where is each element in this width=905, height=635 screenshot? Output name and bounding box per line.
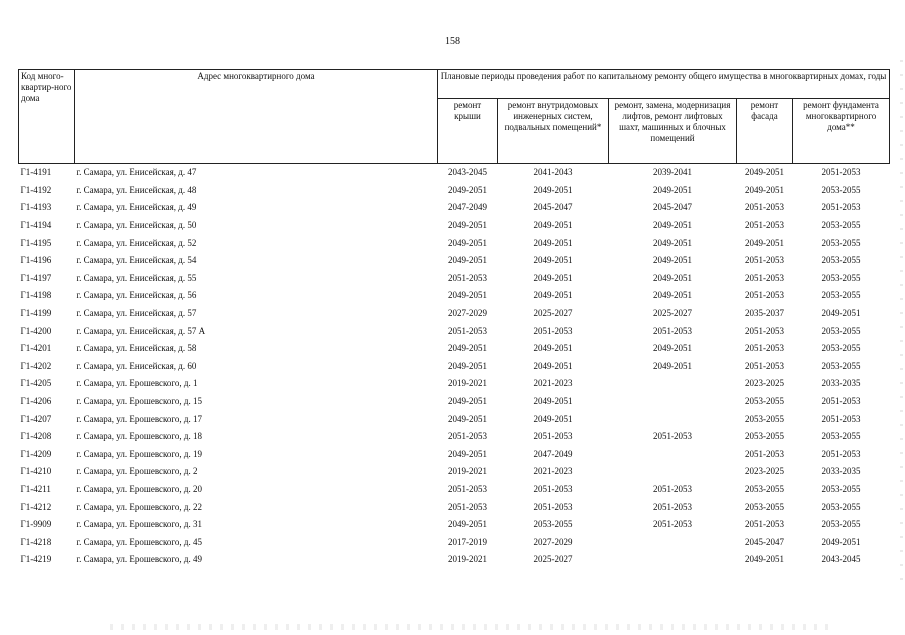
cell-facade: 2049-2051 [745,184,784,195]
header-foundation: ремонт фундамента многоквартирного дома** [793,99,890,164]
cell-address: г. Самара, ул. Ерошевского, д. 49 [76,554,202,565]
cell-address: г. Самара, ул. Ерошевского, д. 22 [76,501,202,512]
cell-systems: 2041-2043 [533,167,573,178]
cell-systems: 2053-2055 [533,519,573,530]
cell-address: г. Самара, ул. Енисейская, д. 55 [76,272,197,283]
cell-lifts [609,410,737,428]
cell-lifts: 2049-2051 [653,272,692,283]
cell-facade: 2053-2055 [745,483,784,494]
table-row [19,164,890,182]
cell-lifts [609,463,737,481]
cell-address: г. Самара, ул. Енисейская, д. 52 [76,237,197,248]
cell-code: Г1-4201 [20,343,52,354]
cell-address: г. Самара, ул. Енисейская, д. 57 [76,308,197,319]
cell-roof: 2049-2051 [448,255,487,266]
table-body [19,164,890,569]
table-row [19,358,890,376]
cell-facade: 2049-2051 [745,554,784,565]
cell-systems: 2049-2051 [533,343,573,354]
header-facade: ремонт фасада [737,99,793,164]
table-row [19,516,890,534]
cell-roof: 2049-2051 [448,519,487,530]
cell-roof: 2017-2019 [448,536,487,547]
cell-foundation: 2053-2055 [821,290,861,301]
cell-address: г. Самара, ул. Ерошевского, д. 19 [76,448,202,459]
cell-foundation: 2053-2055 [821,184,861,195]
table-row [19,252,890,270]
table-row [19,498,890,516]
table-row [19,463,890,481]
cell-roof: 2047-2049 [448,202,487,213]
cell-lifts: 2049-2051 [653,343,692,354]
cell-lifts [609,446,737,464]
table-row [19,533,890,551]
cell-systems: 2049-2051 [533,237,573,248]
cell-roof: 2051-2053 [448,325,487,336]
cell-code: Г1-4205 [20,378,52,389]
cell-code: Г1-4200 [20,325,52,336]
cell-facade: 2023-2025 [745,466,784,477]
cell-roof: 2051-2053 [448,272,487,283]
cell-address: г. Самара, ул. Ерошевского, д. 18 [76,431,202,442]
cell-address: г. Самара, ул. Енисейская, д. 47 [76,167,197,178]
table-header [19,70,890,164]
cell-facade: 2051-2053 [745,448,784,459]
header-address: Адрес многоквартирного дома [75,70,438,164]
cell-facade: 2049-2051 [745,237,784,248]
cell-foundation: 2051-2053 [821,448,861,459]
cell-foundation: 2049-2051 [821,308,861,319]
cell-address: г. Самара, ул. Ерошевского, д. 20 [76,483,202,494]
cell-foundation: 2051-2053 [821,413,861,424]
cell-facade: 2051-2053 [745,220,784,231]
cell-address: г. Самара, ул. Ерошевского, д. 17 [76,413,202,424]
cell-systems: 2027-2029 [533,536,573,547]
cell-foundation: 2053-2055 [821,431,861,442]
cell-address: г. Самара, ул. Енисейская, д. 57 А [76,325,206,336]
cell-lifts [609,551,737,569]
cell-lifts: 2045-2047 [653,202,692,213]
cell-foundation: 2051-2053 [821,202,861,213]
header-periods: Плановые периоды проведения работ по капитальному ремонту общего имущества в многоквартирных домах, годы [438,70,890,99]
cell-systems: 2049-2051 [533,272,573,283]
cell-systems: 2049-2051 [533,413,573,424]
cell-lifts: 2049-2051 [653,255,692,266]
cell-lifts: 2051-2053 [653,483,692,494]
cell-roof: 2049-2051 [448,290,487,301]
cell-foundation: 2053-2055 [821,237,861,248]
cell-roof: 2049-2051 [448,413,487,424]
table-row [19,217,890,235]
cell-systems: 2049-2051 [533,184,573,195]
cell-code: Г1-4211 [20,483,51,494]
cell-code: Г1-4199 [20,308,52,319]
cell-facade: 2051-2053 [745,360,784,371]
cell-address: г. Самара, ул. Ерошевского, д. 45 [76,536,202,547]
cell-foundation: 2053-2055 [821,343,861,354]
cell-roof: 2049-2051 [448,396,487,407]
cell-address: г. Самара, ул. Енисейская, д. 50 [76,220,197,231]
cell-foundation: 2051-2053 [821,396,861,407]
header-lifts: ремонт, замена, модернизация лифтов, ремонт лифтовых шахт, машинных и блочных помещений [609,99,737,164]
cell-foundation: 2033-2035 [821,378,861,389]
cell-code: Г1-4208 [20,431,52,442]
cell-code: Г1-4207 [20,413,52,424]
cell-lifts [609,533,737,551]
cell-facade: 2049-2051 [745,167,784,178]
cell-code: Г1-9909 [20,519,52,530]
cell-code: Г1-4195 [20,237,52,248]
cell-address: г. Самара, ул. Ерошевского, д. 2 [76,466,198,477]
cell-foundation: 2053-2055 [821,483,861,494]
cell-foundation: 2053-2055 [821,360,861,371]
cell-facade: 2053-2055 [745,396,784,407]
table-row [19,182,890,200]
table-row [19,305,890,323]
cell-address: г. Самара, ул. Енисейская, д. 56 [76,290,197,301]
cell-facade: 2053-2055 [745,431,784,442]
cell-roof: 2019-2021 [448,466,487,477]
cell-lifts: 2049-2051 [653,220,692,231]
table-row [19,340,890,358]
cell-facade: 2035-2037 [745,308,784,319]
table-row [19,375,890,393]
cell-code: Г1-4218 [20,536,52,547]
cell-systems: 2051-2053 [533,483,573,494]
cell-facade: 2045-2047 [745,536,784,547]
cell-lifts: 2049-2051 [653,184,692,195]
cell-code: Г1-4194 [20,220,52,231]
header-systems: ремонт внутридомовых инженерных систем, подвальных помещений* [498,99,609,164]
cell-roof: 2019-2021 [448,554,487,565]
cell-lifts: 2039-2041 [653,167,692,178]
cell-roof: 2049-2051 [448,448,487,459]
cell-lifts: 2049-2051 [653,360,692,371]
cell-roof: 2049-2051 [448,220,487,231]
repair-schedule-table [18,69,890,569]
cell-code: Г1-4197 [20,272,52,283]
cell-roof: 2049-2051 [448,343,487,354]
table-row [19,270,890,288]
table-row [19,199,890,217]
cell-foundation: 2053-2055 [821,325,861,336]
page-number: 158 [445,36,460,47]
cell-roof: 2019-2021 [448,378,487,389]
cell-facade: 2051-2053 [745,343,784,354]
cell-foundation: 2051-2053 [821,167,861,178]
scan-artifact-edge [900,60,903,580]
header-roof: ремонт крыши [438,99,498,164]
table-row [19,287,890,305]
cell-systems: 2049-2051 [533,396,573,407]
cell-systems: 2021-2023 [533,378,573,389]
cell-roof: 2049-2051 [448,360,487,371]
cell-foundation: 2043-2045 [821,554,861,565]
cell-lifts: 2049-2051 [653,237,692,248]
cell-facade: 2051-2053 [745,272,784,283]
cell-code: Г1-4198 [20,290,52,301]
cell-code: Г1-4209 [20,448,52,459]
cell-facade: 2051-2053 [745,202,784,213]
cell-lifts: 2051-2053 [653,519,692,530]
cell-roof: 2051-2053 [448,431,487,442]
cell-lifts: 2051-2053 [653,325,692,336]
cell-systems: 2051-2053 [533,325,573,336]
cell-foundation: 2053-2055 [821,519,861,530]
cell-lifts [609,375,737,393]
table-row [19,551,890,569]
cell-facade: 2053-2055 [745,413,784,424]
cell-lifts [609,393,737,411]
table-row [19,410,890,428]
cell-address: г. Самара, ул. Енисейская, д. 54 [76,255,197,266]
cell-systems: 2047-2049 [533,448,573,459]
cell-facade: 2023-2025 [745,378,784,389]
cell-code: Г1-4212 [20,501,52,512]
cell-facade: 2051-2053 [745,290,784,301]
cell-facade: 2051-2053 [745,325,784,336]
cell-foundation: 2053-2055 [821,255,861,266]
cell-code: Г1-4206 [20,396,52,407]
cell-code: Г1-4191 [20,167,52,178]
cell-roof: 2049-2051 [448,237,487,248]
cell-address: г. Самара, ул. Енисейская, д. 49 [76,202,197,213]
cell-code: Г1-4192 [20,184,52,195]
cell-roof: 2043-2045 [448,167,487,178]
cell-lifts: 2051-2053 [653,501,692,512]
cell-foundation: 2053-2055 [821,272,861,283]
cell-systems: 2025-2027 [533,308,573,319]
cell-code: Г1-4193 [20,202,52,213]
cell-facade: 2051-2053 [745,519,784,530]
cell-systems: 2051-2053 [533,431,573,442]
cell-systems: 2049-2051 [533,220,573,231]
cell-facade: 2053-2055 [745,501,784,512]
table-row [19,322,890,340]
cell-lifts: 2051-2053 [653,431,692,442]
cell-roof: 2049-2051 [448,184,487,195]
cell-systems: 2025-2027 [533,554,573,565]
cell-address: г. Самара, ул. Ерошевского, д. 1 [76,378,198,389]
cell-systems: 2049-2051 [533,290,573,301]
cell-lifts: 2049-2051 [653,290,692,301]
cell-address: г. Самара, ул. Енисейская, д. 58 [76,343,197,354]
cell-address: г. Самара, ул. Ерошевского, д. 15 [76,396,202,407]
cell-code: Г1-4210 [20,466,52,477]
table-row [19,446,890,464]
cell-roof: 2027-2029 [448,308,487,319]
cell-address: г. Самара, ул. Енисейская, д. 48 [76,184,197,195]
cell-systems: 2045-2047 [533,202,573,213]
scan-artifact [110,624,830,630]
cell-systems: 2021-2023 [533,466,573,477]
cell-roof: 2051-2053 [448,483,487,494]
cell-foundation: 2049-2051 [821,536,861,547]
cell-code: Г1-4219 [20,554,52,565]
table-row [19,234,890,252]
cell-systems: 2049-2051 [533,360,573,371]
cell-systems: 2051-2053 [533,501,573,512]
cell-facade: 2051-2053 [745,255,784,266]
cell-foundation: 2053-2055 [821,220,861,231]
table-row [19,481,890,499]
table-row [19,393,890,411]
cell-address: г. Самара, ул. Ерошевского, д. 31 [76,519,202,530]
cell-systems: 2049-2051 [533,255,573,266]
cell-code: Г1-4196 [20,255,52,266]
cell-foundation: 2033-2035 [821,466,861,477]
table-row [19,428,890,446]
cell-address: г. Самара, ул. Енисейская, д. 60 [76,360,197,371]
cell-roof: 2051-2053 [448,501,487,512]
cell-code: Г1-4202 [20,360,52,371]
cell-lifts: 2025-2027 [653,308,692,319]
header-code: Код много-квартир-ного дома [19,70,75,164]
cell-foundation: 2053-2055 [821,501,861,512]
